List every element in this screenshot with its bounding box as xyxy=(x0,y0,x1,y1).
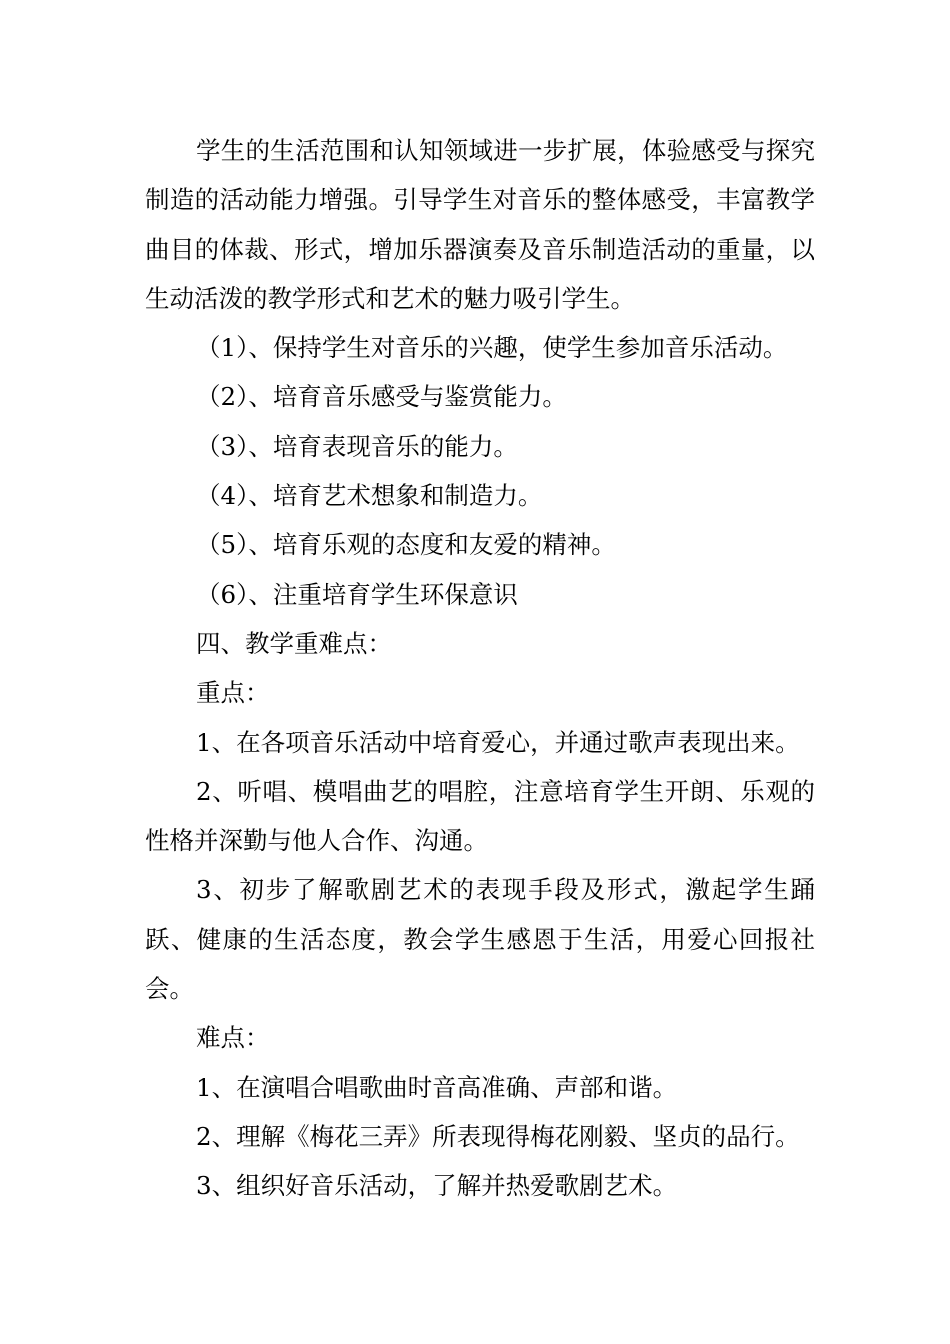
key-point-2: 2、听唱、模唱曲艺的唱腔，注意培育学生开朗、乐观的性格并深勤与他人合作、沟通。 xyxy=(145,776,815,856)
key-point-3: 3、初步了解歌剧艺术的表现手段及形式，激起学生踊跃、健康的生活态度，教会学生感恩于生活，用爱心回报社会。 xyxy=(145,875,815,1004)
difficult-point-1: 1、在演唱合唱歌曲时音高准确、声部和谐。 xyxy=(196,1072,678,1102)
goal-item-4: （4）、培育艺术想象和制造力。 xyxy=(196,481,543,511)
difficult-point-3: 3、组织好音乐活动，了解并热爱歌剧艺术。 xyxy=(196,1171,678,1201)
goal-item-3: （3）、培育表现音乐的能力。 xyxy=(196,431,518,461)
goal-item-1: （1）、保持学生对音乐的兴趣，使学生参加音乐活动。 xyxy=(196,333,788,363)
difficult-point-2: 2、理解《梅花三弄》所表现得梅花刚毅、坚贞的品行。 xyxy=(196,1121,800,1151)
difficult-points-label: 难点： xyxy=(196,1023,270,1053)
key-point-1: 1、在各项音乐活动中培育爱心，并通过歌声表现出来。 xyxy=(196,727,800,757)
goal-item-6: （6）、注重培育学生环保意识 xyxy=(196,579,518,609)
goal-item-5: （5）、培育乐观的态度和友爱的精神。 xyxy=(196,530,616,560)
goal-item-2: （2）、培育音乐感受与鉴赏能力。 xyxy=(196,382,567,412)
key-points-label: 重点： xyxy=(196,678,270,708)
document-body xyxy=(145,126,815,1211)
section-heading: 四、教学重难点： xyxy=(196,628,392,658)
paragraph-intro: 学生的生活范围和认知领域进一步扩展，体验感受与探究制造的活动能力增强。引导学生对音乐的整体感受，丰富教学曲目的体裁、形式，增加乐器演奏及音乐制造活动的重量，以生动活泼的教学形式和艺术的魅力吸引学生。 xyxy=(145,136,815,313)
